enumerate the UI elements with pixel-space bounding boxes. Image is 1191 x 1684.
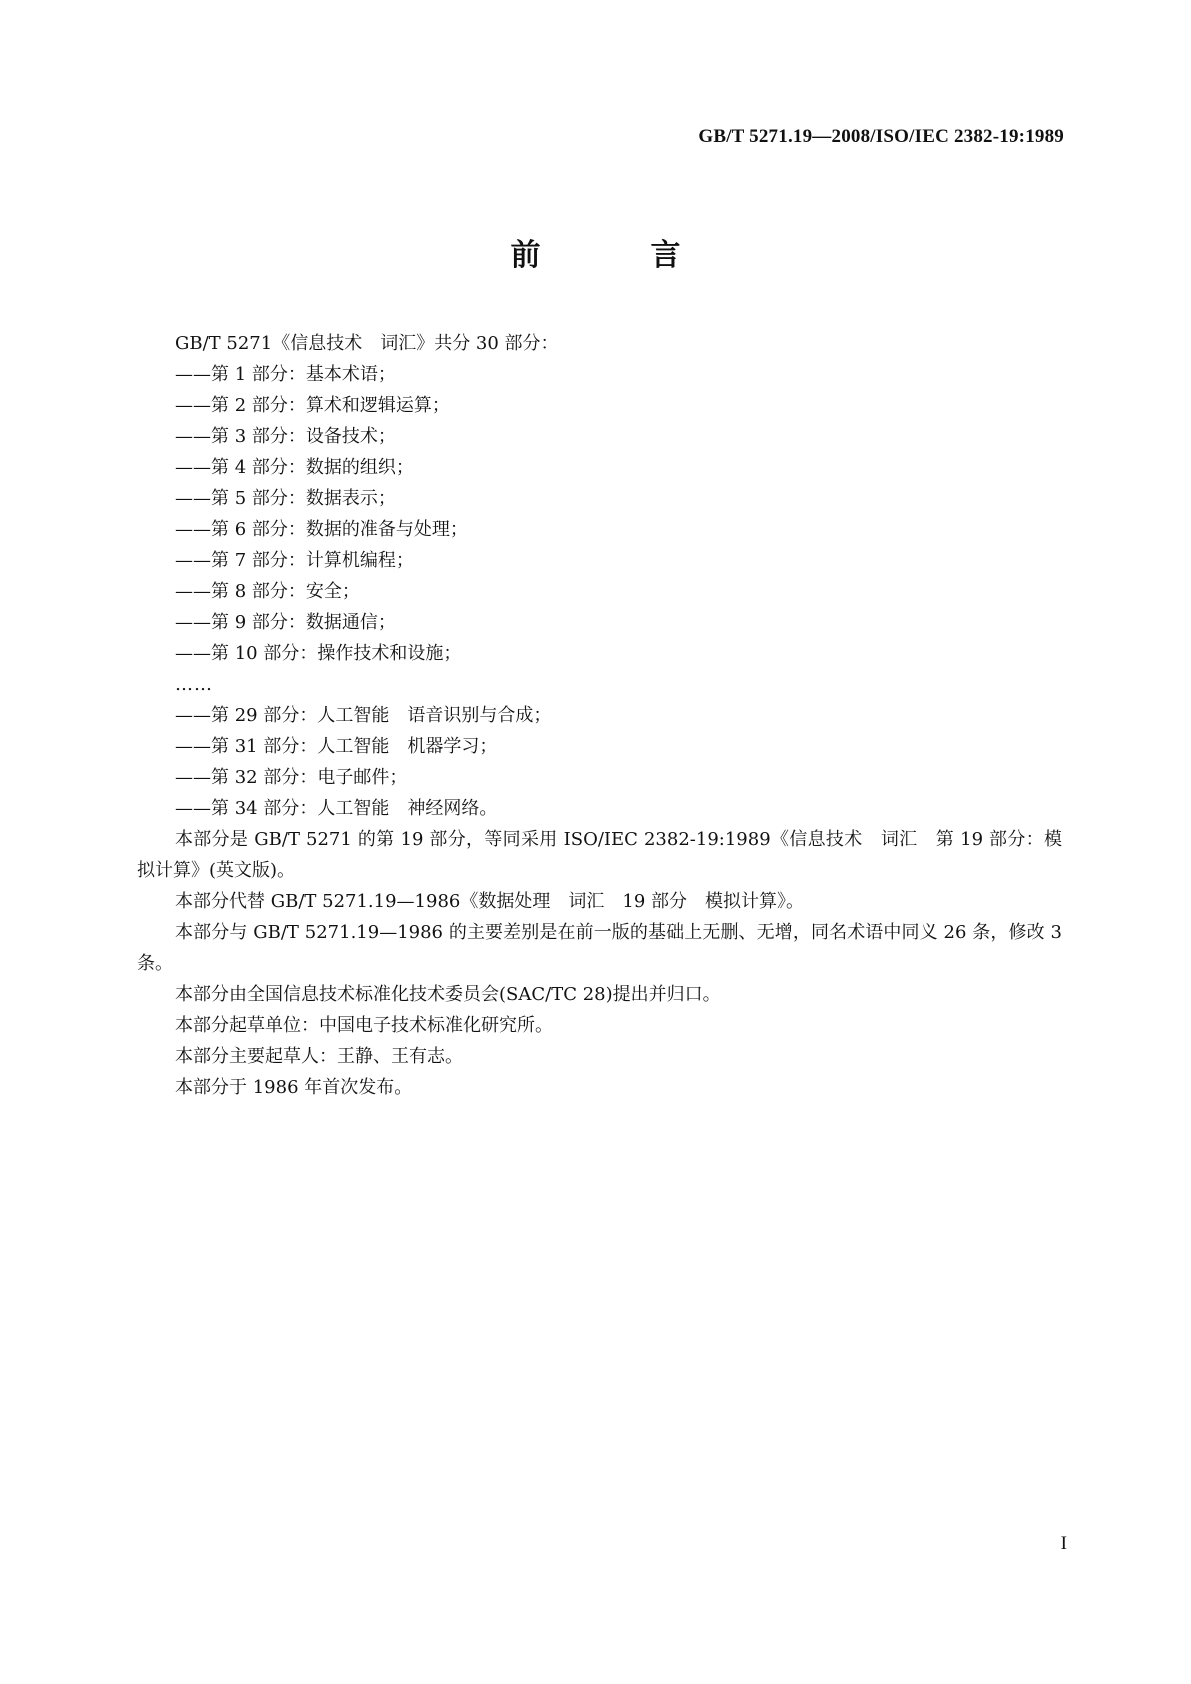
page-number: I bbox=[1060, 1533, 1067, 1554]
body-paragraph: 本部分是 GB/T 5271 的第 19 部分，等同采用 ISO/IEC 2382-19:1989《信息技术 词汇 第 19 部分：模拟计算》(英文版)。 bbox=[137, 829, 1062, 881]
part-list-item: ——第 4 部分：数据的组织； bbox=[175, 457, 414, 478]
body-paragraph: 本部分主要起草人：王静、王有志。 bbox=[175, 1046, 463, 1067]
part-list-item: ——第 6 部分：数据的准备与处理； bbox=[175, 519, 468, 540]
standard-code-header: GB/T 5271.19—2008/ISO/IEC 2382-19:1989 bbox=[698, 126, 1064, 147]
part-list-item: ——第 8 部分：安全； bbox=[175, 581, 360, 602]
part-list-ellipsis: …… bbox=[175, 674, 213, 695]
body-paragraph: 本部分于 1986 年首次发布。 bbox=[175, 1077, 413, 1098]
part-list-item: ——第 9 部分：数据通信； bbox=[175, 612, 396, 633]
foreword-body bbox=[137, 328, 1062, 1103]
body-paragraph: 本部分起草单位：中国电子技术标准化研究所。 bbox=[175, 1015, 553, 1036]
part-list-item: ——第 7 部分：计算机编程； bbox=[175, 550, 414, 571]
body-paragraph: 本部分与 GB/T 5271.19—1986 的主要差别是在前一版的基础上无删、无增，同名术语中同义 26 条，修改 3 条。 bbox=[137, 922, 1062, 974]
part-list-item: ——第 10 部分：操作技术和设施； bbox=[175, 643, 462, 664]
page-title: 前 言 bbox=[510, 238, 721, 273]
part-list-item: ——第 29 部分：人工智能 语音识别与合成； bbox=[175, 705, 552, 726]
part-list-item: ——第 34 部分：人工智能 神经网络。 bbox=[175, 798, 498, 819]
part-list-item: ——第 32 部分：电子邮件； bbox=[175, 767, 408, 788]
body-paragraph: 本部分由全国信息技术标准化技术委员会(SAC/TC 28)提出并归口。 bbox=[175, 984, 721, 1005]
part-list-item: ——第 3 部分：设备技术； bbox=[175, 426, 396, 447]
part-list-item: ——第 1 部分：基本术语； bbox=[175, 364, 396, 385]
body-paragraph: 本部分代替 GB/T 5271.19—1986《数据处理 词汇 19 部分 模拟计算》。 bbox=[175, 891, 804, 912]
part-list-item: ——第 5 部分：数据表示； bbox=[175, 488, 396, 509]
part-list-item: ——第 2 部分：算术和逻辑运算； bbox=[175, 395, 450, 416]
part-list-item: ——第 31 部分：人工智能 机器学习； bbox=[175, 736, 498, 757]
intro-line: GB/T 5271《信息技术 词汇》共分 30 部分： bbox=[175, 333, 559, 354]
